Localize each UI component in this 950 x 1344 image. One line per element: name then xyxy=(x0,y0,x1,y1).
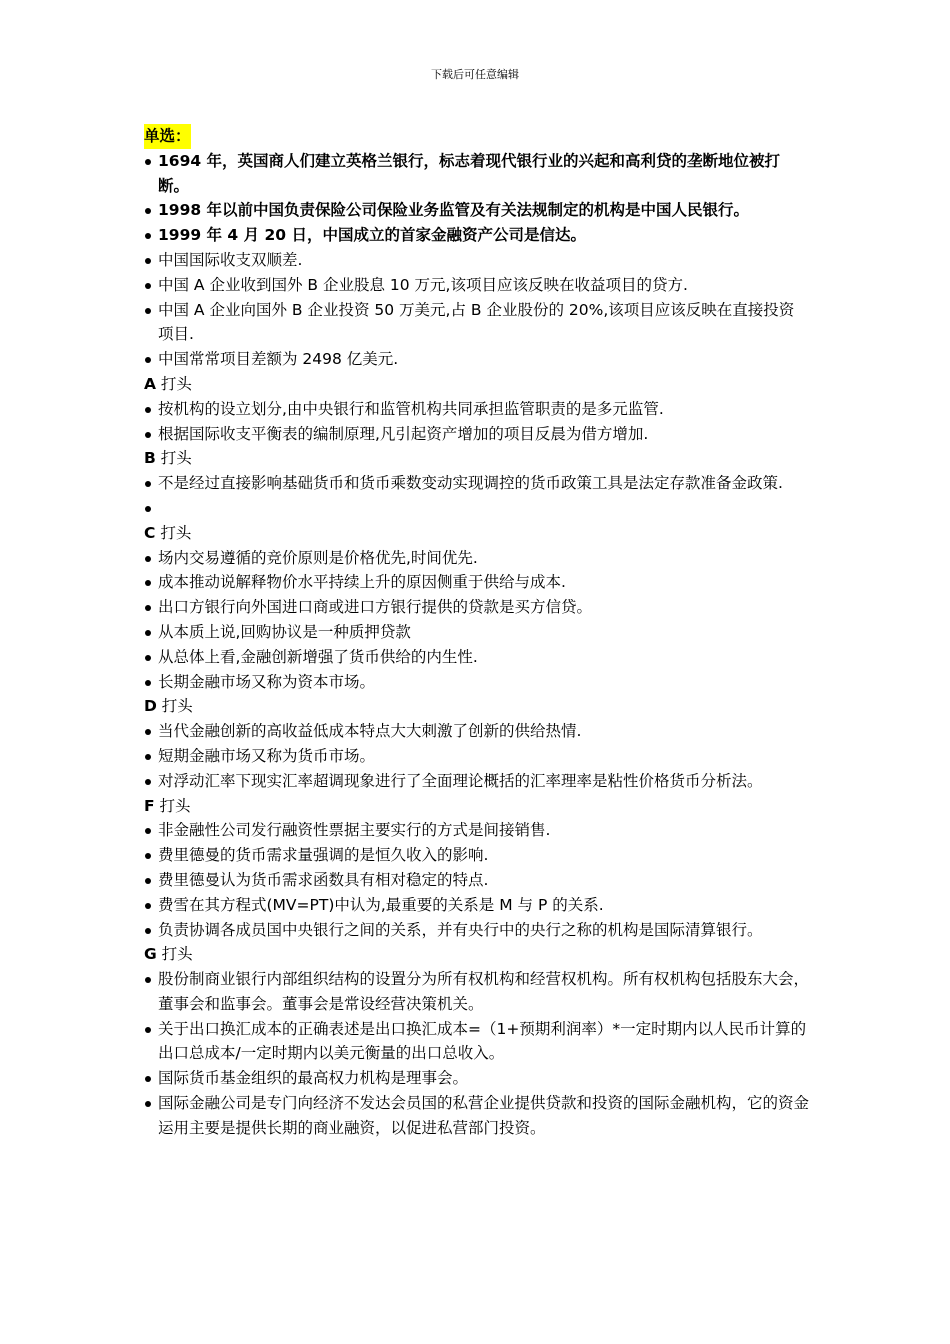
group-letter: F xyxy=(144,796,155,815)
group-header-d xyxy=(144,694,809,719)
group-label: 打头 xyxy=(154,796,191,815)
list-item: 费里德曼的货币需求量强调的是恒久收入的影响. xyxy=(144,843,809,868)
group-label: 打头 xyxy=(156,374,192,393)
section-title: 单选： xyxy=(144,124,191,149)
intro-list xyxy=(144,149,809,372)
group-label: 打头 xyxy=(155,523,192,542)
list-item: 短期金融市场又称为货币市场。 xyxy=(144,744,809,769)
group-letter: A xyxy=(144,374,156,393)
list-item: 非金融性公司发行融资性票据主要实行的方式是间接销售. xyxy=(144,818,809,843)
list-item: 1694 年，英国商人们建立英格兰银行，标志着现代银行业的兴起和高利贷的垄断地位被打断。 xyxy=(144,149,809,199)
page-header: 下载后可任意编辑 xyxy=(431,68,519,81)
list-item: 中国常常项目差额为 2498 亿美元. xyxy=(144,347,809,372)
list-item: 对浮动汇率下现实汇率超调现象进行了全面理论概括的汇率理率是粘性价格货币分析法。 xyxy=(144,769,809,794)
group-letter: D xyxy=(144,697,157,716)
group-label: 打头 xyxy=(156,697,193,716)
list-item: 按机构的设立划分,由中央银行和监管机构共同承担监管职责的是多元监管. xyxy=(144,397,809,422)
list-item: 国际货币基金组织的最高权力机构是理事会。 xyxy=(144,1066,809,1091)
document-body xyxy=(144,124,809,1141)
list-item: 1999 年 4 月 20 日，中国成立的首家金融资产公司是信达。 xyxy=(144,223,809,248)
group-header-g xyxy=(144,942,809,967)
list-item: 中国 A 企业向国外 B 企业投资 50 万美元,占 B 企业股份的 20%,该项目应该反映在直接投资项目. xyxy=(144,298,809,348)
list-item: 费里德曼认为货币需求函数具有相对稳定的特点. xyxy=(144,868,809,893)
list-item: 中国国际收支双顺差. xyxy=(144,248,809,273)
list-item: 关于出口换汇成本的正确表述是出口换汇成本=（1+预期利润率）*一定时期内以人民币计算的出口总成本/一定时期内以美元衡量的出口总收入。 xyxy=(144,1017,809,1067)
group-label: 打头 xyxy=(156,945,193,964)
list-item: 不是经过直接影响基础货币和货币乘数变动实现调控的货币政策工具是法定存款准备金政策. xyxy=(144,471,809,496)
list-item: 股份制商业银行内部组织结构的设置分为所有权机构和经营权机构。所有权机构包括股东大会，董事会和监事会。董事会是常设经营决策机关。 xyxy=(144,967,809,1017)
list-item: 负责协调各成员国中央银行之间的关系，并有央行中的央行之称的机构是国际清算银行。 xyxy=(144,918,809,943)
list-item: 场内交易遵循的竞价原则是价格优先,时间优先. xyxy=(144,546,809,571)
list-item: 中国 A 企业收到国外 B 企业股息 10 万元,该项目应该反映在收益项目的贷方. xyxy=(144,273,809,298)
group-header-c xyxy=(144,521,809,546)
list-item: 长期金融市场又称为资本市场。 xyxy=(144,670,809,695)
list-item: 根据国际收支平衡表的编制原理,凡引起资产增加的项目反晨为借方增加. xyxy=(144,422,809,447)
list-item-empty xyxy=(144,496,809,521)
group-letter: B xyxy=(144,449,156,468)
group-header-b xyxy=(144,446,809,471)
list-item: 从本质上说,回购协议是一种质押贷款 xyxy=(144,620,809,645)
list-item: 国际金融公司是专门向经济不发达会员国的私营企业提供贷款和投资的国际金融机构，它的资金运用主要是提供长期的商业融资，以促进私营部门投资。 xyxy=(144,1091,809,1141)
group-letter: G xyxy=(144,945,157,964)
list-item: 出口方银行向外国进口商或进口方银行提供的贷款是买方信贷。 xyxy=(144,595,809,620)
group-letter: C xyxy=(144,523,156,542)
section-title-row xyxy=(144,124,809,149)
list-item: 成本推动说解释物价水平持续上升的原因侧重于供给与成本. xyxy=(144,570,809,595)
group-header-f xyxy=(144,794,809,819)
list-item: 当代金融创新的高收益低成本特点大大刺激了创新的供给热情. xyxy=(144,719,809,744)
list-item: 1998 年以前中国负责保险公司保险业务监管及有关法规制定的机构是中国人民银行。 xyxy=(144,198,809,223)
group-label: 打头 xyxy=(155,449,192,468)
list-item: 费雪在其方程式(MV=PT)中认为,最重要的关系是 M 与 P 的关系. xyxy=(144,893,809,918)
list-item: 从总体上看,金融创新增强了货币供给的内生性. xyxy=(144,645,809,670)
group-header-a xyxy=(144,372,809,397)
